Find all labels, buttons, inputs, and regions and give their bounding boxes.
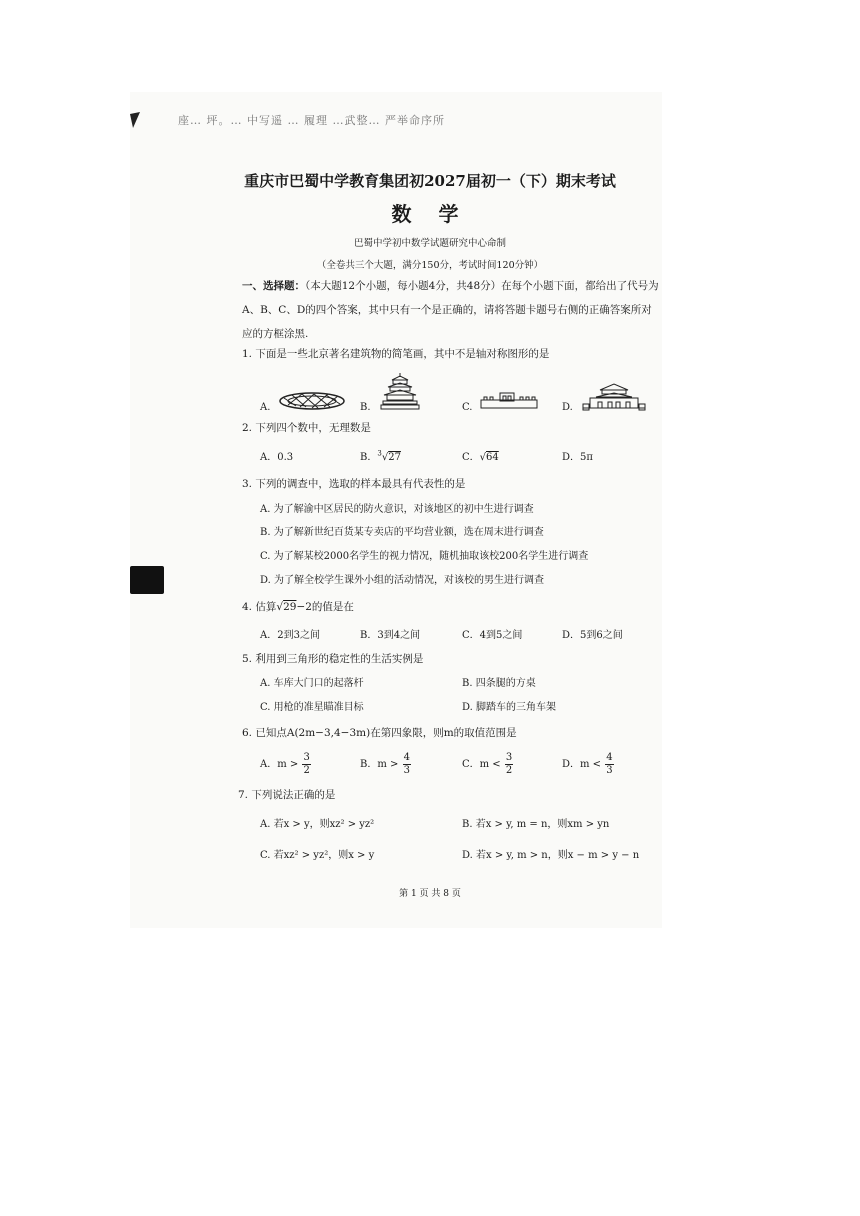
q5-option-b: B. 四条腿的方桌 bbox=[462, 678, 536, 689]
q4-stem-radicand: 29 bbox=[283, 601, 297, 613]
q2-option-c-label: C． bbox=[462, 452, 480, 463]
q1-option-b: B. bbox=[360, 402, 371, 413]
exam-title: 重庆市巴蜀中学教育集团初2027届初一（下）期末考试 bbox=[244, 172, 616, 190]
q1-option-a: A. bbox=[260, 402, 271, 413]
q3-option-c: C. 为了解某校2000名学生的视力情况，随机抽取该校200名学生进行调查 bbox=[260, 551, 589, 562]
section1-text: （本大题12个小题，每小题4分，共48分）在每个小题下面，都给出了代号为A、B、C、D的四个答案，其中只有一个是正确的，请将答题卡题号右侧的正确答案所对应的方框涂黑. bbox=[242, 280, 659, 340]
q6-option-a-numerator: 3 bbox=[303, 752, 310, 763]
q4-stem-pre: 4. 估算 bbox=[242, 601, 277, 613]
q3-option-a: A. 为了解渝中区居民的防火意识，对该地区的初中生进行调查 bbox=[260, 504, 534, 515]
q4-option-a: A．2到3之间 bbox=[260, 630, 320, 641]
section1-instructions bbox=[242, 274, 662, 346]
corner-mark bbox=[130, 112, 140, 128]
q6-option-a-label: A．m > bbox=[260, 759, 299, 770]
q6-option-c-denominator: 2 bbox=[505, 765, 513, 776]
birds-nest-stadium-icon bbox=[278, 388, 346, 416]
great-wall-icon bbox=[480, 390, 538, 414]
q2-option-a: A．0.3 bbox=[260, 452, 294, 463]
q7-option-d: D. 若x > y, m > n，则x − m > y − n bbox=[462, 850, 640, 861]
q1-stem: 1. 下面是一些北京著名建筑物的简笔画，其中不是轴对称图形的是 bbox=[242, 348, 550, 360]
q2-option-b-label: B． bbox=[360, 452, 378, 463]
q6-option-c bbox=[462, 752, 514, 777]
q2-option-c: C．√64 bbox=[462, 452, 499, 463]
q5-option-a: A. 车库大门口的起落杆 bbox=[260, 678, 364, 689]
temple-of-heaven-icon bbox=[380, 372, 420, 416]
page-footer: 第 1 页 共 8 页 bbox=[399, 889, 461, 899]
q6-option-c-numerator: 3 bbox=[505, 752, 513, 763]
q2-option-b: B．$^3$√27 bbox=[360, 449, 401, 463]
q4-option-d: D．5到6之间 bbox=[562, 630, 623, 641]
subject-title: 数 学 bbox=[391, 202, 469, 226]
q6-option-a bbox=[260, 752, 312, 777]
exam-maker: 巴蜀中学初中数学试题研究中心命制 bbox=[353, 238, 506, 249]
q6-option-b bbox=[360, 752, 412, 777]
q1-option-d: D. bbox=[562, 402, 573, 413]
q4-option-c: C．4到5之间 bbox=[462, 630, 523, 641]
q2-option-b-radicand: 27 bbox=[388, 452, 401, 463]
exam-note: （全卷共三个大题，满分150分，考试时间120分钟） bbox=[316, 260, 544, 271]
q6-option-b-numerator: 4 bbox=[403, 752, 410, 763]
cut-header-text: 座… 坪。… 中写遥 … 履理 …武整… 严举命序所 bbox=[178, 114, 445, 127]
q7-option-b: B. 若x > y, m = n，则xm > yn bbox=[462, 819, 610, 830]
q6-option-d-denominator: 3 bbox=[606, 765, 613, 776]
q2-option-d: D．5π bbox=[562, 452, 593, 463]
q6-option-b-label: B．m > bbox=[360, 759, 399, 770]
q6-option-d-numerator: 4 bbox=[606, 752, 613, 763]
q2-option-c-radicand: 64 bbox=[486, 452, 499, 463]
q5-stem: 5. 利用到三角形的稳定性的生活实例是 bbox=[242, 653, 424, 665]
q5-option-d: D. 脚踏车的三角车架 bbox=[462, 702, 557, 713]
q4-option-b: B．3到4之间 bbox=[360, 630, 421, 641]
q3-option-d: D. 为了解全校学生课外小组的活动情况，对该校的男生进行调查 bbox=[260, 575, 545, 586]
q6-option-c-label: C．m < bbox=[462, 759, 501, 770]
q6-option-d bbox=[562, 752, 615, 777]
q2-stem: 2. 下列四个数中，无理数是 bbox=[242, 422, 371, 434]
q7-stem: 7. 下列说法正确的是 bbox=[238, 789, 336, 801]
q3-option-b: B. 为了解新世纪百货某专卖店的平均营业额，选在周末进行调查 bbox=[260, 527, 544, 538]
q6-option-a-denominator: 2 bbox=[303, 765, 310, 776]
q4-stem-post: −2的值是在 bbox=[296, 601, 354, 613]
q5-option-c: C. 用枪的准星瞄准目标 bbox=[260, 702, 364, 713]
section1-heading: 一、选择题： bbox=[242, 280, 305, 292]
q6-option-d-label: D．m < bbox=[562, 759, 602, 770]
tiananmen-icon bbox=[582, 382, 646, 416]
ink-blot bbox=[130, 566, 164, 594]
q4-stem: 4. 估算√29−2的值是在 bbox=[242, 601, 354, 613]
q2-option-b-root-index: 3 bbox=[377, 449, 382, 458]
q7-option-a: A. 若x > y，则xz² > yz² bbox=[260, 819, 375, 830]
q7-option-c: C. 若xz² > yz²，则x > y bbox=[260, 850, 375, 861]
q1-option-c: C. bbox=[462, 402, 473, 413]
q3-stem: 3. 下列的调查中，选取的样本最具有代表性的是 bbox=[242, 478, 466, 490]
q6-option-b-denominator: 3 bbox=[403, 765, 410, 776]
q6-stem: 6. 已知点A(2m−3,4−3m)在第四象限，则m的取值范围是 bbox=[242, 727, 517, 739]
